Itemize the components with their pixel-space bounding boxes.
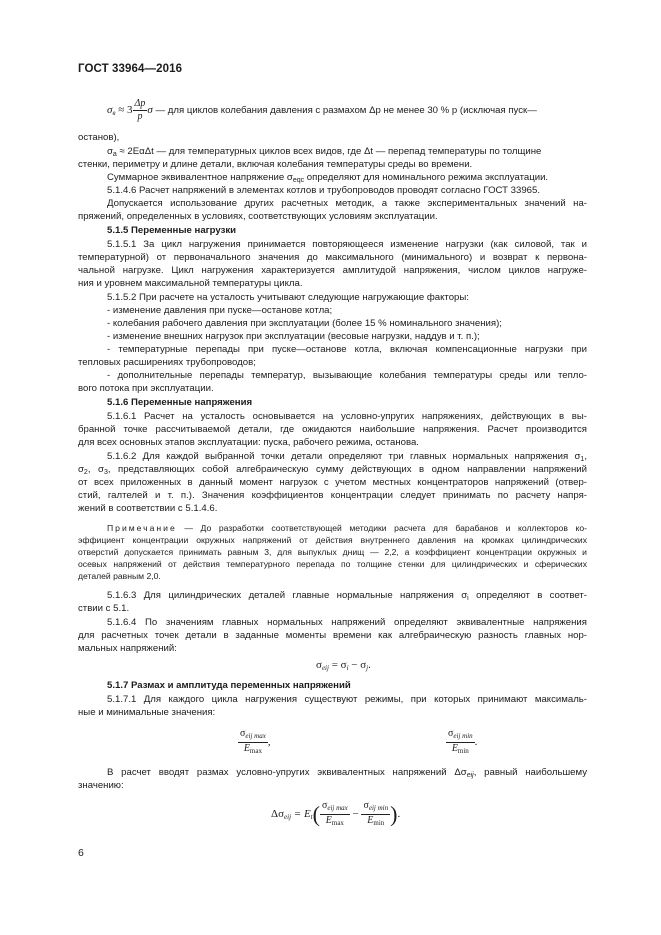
text-line: В расчет вводят размах условно-упругих эквивалентных напряжений $\Delta\sigma_{eij}$, равный наибольшему <box>107 767 587 779</box>
note-line: осевых напряжений от действия температурного перепада по толщине стенки для цилиндрических и сферических <box>78 559 587 569</box>
text-line: вого потока при эксплуатации. <box>78 383 214 394</box>
text-line: останов), <box>78 132 120 143</box>
section-heading: 5.1.6 Переменные напряжения <box>107 397 253 408</box>
list-item: - изменение внешних нагрузок при эксплуатации (весовые нагрузки, наддув и т. п.); <box>107 331 480 342</box>
text-line: тепловых расширениях трубопроводов; <box>78 357 256 368</box>
text-line: от всех приложенных в данный момент нагрузок с учетом местных концентраторов напряжений (отвер- <box>78 477 587 488</box>
document-header: ГОСТ 33964—2016 <box>78 63 183 75</box>
note-line: деталей равным 2,0. <box>78 571 161 581</box>
formula-stress-range: $\Delta\sigma_{eij} = E_t$( $\frac{\sigma_{eij max}}{E_{max}}$ − $\frac{\sigma_{eij min}}{E_{min}}$ ). <box>271 800 401 827</box>
text-line: 5.1.6.2 Для каждой выбранной точки детали определяют три главных нормальных напряжения $\sigma_1$, <box>107 451 587 463</box>
text-line: 5.1.7.1 Для каждого цикла нагружения существуют режимы, при которых принимают максималь- <box>107 694 587 705</box>
formula-max-ratio: $\frac{\sigma_{eij max}}{E_{max}}$ , <box>240 728 271 755</box>
text-line: Допускается использование других расчетных методик, а также экспериментальных значений на- <box>107 198 587 209</box>
page-number: 6 <box>78 847 84 859</box>
text-line: ные и минимальные значения: <box>78 707 216 718</box>
text-line: ствии с 5.1. <box>78 603 130 614</box>
text-line: бранной точке рассчитываемой детали, где ожидаются наибольшие напряжения. Расчет производится <box>78 424 587 435</box>
note-label: Примечание <box>107 523 177 533</box>
text-line: значению: <box>78 780 124 791</box>
text-line: 5.1.5.2 При расчете на усталость учитывают следующие нагружающие факторы: <box>107 292 469 303</box>
text-line: стий, галтелей и т. п.). Значения коэффициентов концентрации следует принимать по расчету напря- <box>78 490 587 501</box>
section-heading: 5.1.5 Переменные нагрузки <box>107 225 237 236</box>
note-line: отверстий допускается принимать равным 3, для выпуклых днищ — 2,2, а коэффициент концентрации окружных и <box>78 547 587 557</box>
fraction: $\frac{\Delta p}{p}$ <box>134 98 146 122</box>
text-line: жений в соответствии с 5.1.4.6. <box>78 503 218 514</box>
formula-temperature-cycle: $\sigma_a \approx 2E\alpha\Delta t$ — для температурных циклов всех видов, где Δt — перепад температуры по толщине <box>107 146 542 158</box>
list-item: - изменение давления при пуске—останове котла; <box>107 305 333 316</box>
text-line: 5.1.6.1 Расчет на усталость основывается на условно-упругих напряжениях, действующих в вы- <box>107 411 587 422</box>
text-line: для всех основных этапов эксплуатации: пуска, рабочего режима, останова. <box>78 437 419 448</box>
text-line: Суммарное эквивалентное напряжение $\sigma_{eqc}$ определяют для номинального режима эксплуатации. <box>107 172 549 184</box>
formula-equivalent-stress: $\sigma_{eij} = \sigma_i - \sigma_j$. <box>316 659 371 672</box>
text-line: 5.1.4.6 Расчет напряжений в элементах котлов и трубопроводов проводят согласно ГОСТ 33965. <box>107 185 541 196</box>
note-line: эффициент концентрации окружных напряжений от действия внутреннего давления на кромках цилиндрических <box>78 535 587 545</box>
text-line: пряжений, определенных в условиях, соответствующих условиям эксплуатации. <box>78 211 438 222</box>
text-line: 5.1.6.3 Для цилиндрических деталей главные нормальные напряжения $\sigma_i$ определяют в соответ- <box>107 590 587 602</box>
text-line: мальных напряжений: <box>78 643 177 654</box>
section-heading: 5.1.7 Размах и амплитуда переменных напряжений <box>107 680 351 691</box>
text-line: для расчетных точек детали в заданные моменты времени как алгебраическую разность главных нор- <box>78 630 587 641</box>
formula-min-ratio: $\frac{\sigma_{eij min}}{E_{min}}$ . <box>448 728 478 755</box>
note-line: Примечание — До разработки соответствующей методики расчета для барабанов и коллекторов ко- <box>107 523 587 533</box>
text-line: стенки, периметру и длине детали, включая колебания температуры среды во времени. <box>78 159 473 170</box>
text-line: температурной) от первоначального значения до максимального (минимального) и возврат к первона- <box>78 252 587 263</box>
list-item: - колебания рабочего давления при эксплуатации (более 15 % номинального значения); <box>107 318 502 329</box>
text-line: 5.1.6.4 По значениям главных нормальных напряжений определяют эквивалентные напряжения <box>107 617 587 628</box>
text-line: $\sigma_2$, $\sigma_3$, представляющих собой алгебраическую сумму действующих в одном направлении напряжений <box>78 464 587 476</box>
list-item: - температурные перепады при пуске—останове котла, включая компенсационные нагрузки при <box>107 344 587 355</box>
text-line: чальной нагрузке. Цикл нагружения характеризуется амплитудой напряжения, числом циклов нагруже- <box>78 265 587 276</box>
list-item: - дополнительные перепады температур, вызывающие колебания температуры среды или тепло- <box>107 370 587 381</box>
text-line: 5.1.5.1 За цикл нагружения принимается повторяющееся изменение нагрузки (как силовой, так и <box>107 239 587 250</box>
text-line: ния и уровнем максимальной температуры цикла. <box>78 278 303 289</box>
formula-pressure-cycle: $\sigma_в \approx 3$ $\frac{\Delta p}{p}$ σ — для циклов колебания давления с размахом Δp не менее 30 % p (исключая пуск— <box>107 98 537 122</box>
